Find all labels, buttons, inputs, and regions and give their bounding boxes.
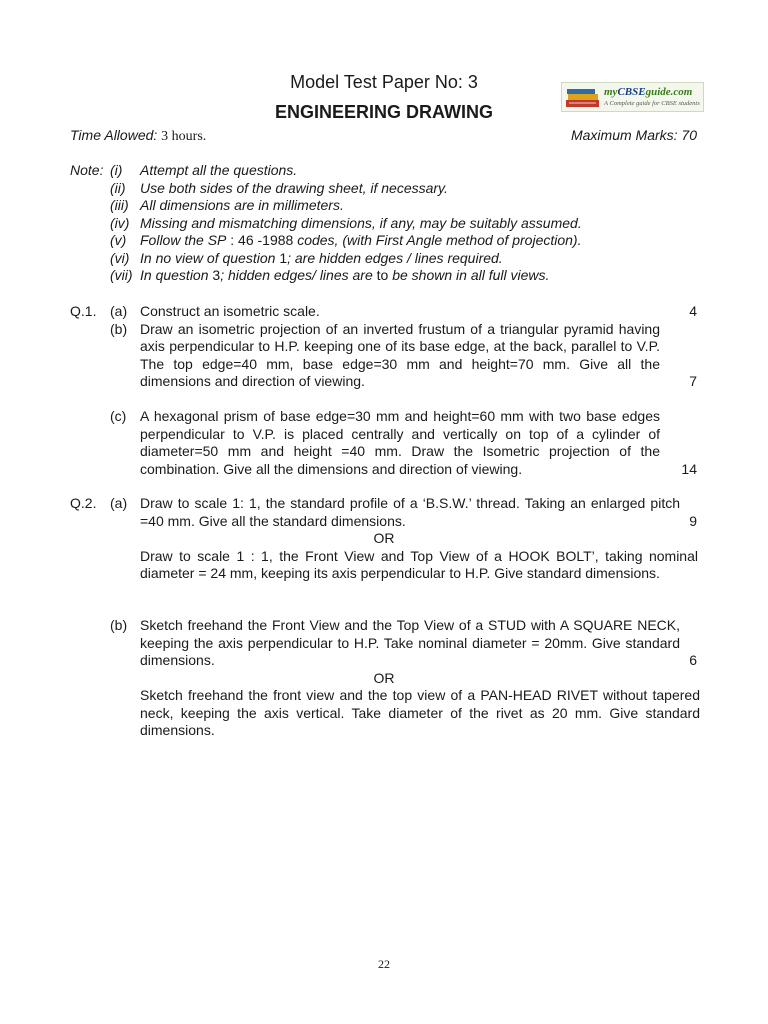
note-text: Attempt all the questions. <box>140 162 298 178</box>
question-label: Q.1. <box>70 303 97 319</box>
note-label: Note: <box>70 162 104 178</box>
marks: 9 <box>689 512 697 529</box>
question-label: Q.2. <box>70 495 97 511</box>
note-text: In no view of question 1; are hidden edges / lines required. <box>140 249 503 266</box>
question-text: Draw an isometric projection of an inverted frustum of a triangular pyramid having axis perpendicular to H.P. keeping one of its base edge, at the back, parallel to V.P. The top edge=40 mm, base edge=30 mm and height=70 mm. Give all the dimensions and direction of viewing. <box>140 320 660 389</box>
question-text: Draw to scale 1: 1, the standard profile of a ‘B.S.W.’ thread. Taking an enlarged pitch =40 mm. Give all the standard dimensions. <box>140 495 680 529</box>
mycbseguide-logo <box>561 82 704 112</box>
marks: 6 <box>689 652 697 668</box>
maximum-marks: Maximum Marks: 70 <box>570 127 697 143</box>
question-text: A hexagonal prism of base edge=30 mm and height=60 mm with two base edges perpendicular to V.P. is placed centrally and vertically on top of a cylinder of diameter=50 mm and height =40 mm. Draw the Isometric projection of the combination. Give all the dimensions and direction of viewing. <box>140 408 660 477</box>
logo-tagline: A Complete guide for CBSE students <box>604 100 700 107</box>
alternative-question-text: Draw to scale 1 : 1, the Front View and Top View of a HOOK BOLT’, taking nominal diameter = 24 mm, keeping its axis perpendicular to H.P. Give standard dimensions. <box>140 547 698 581</box>
marks: 4 <box>689 303 697 319</box>
note-number: (v) <box>110 232 127 248</box>
part-label: (b) <box>110 320 128 337</box>
note-number: (iv) <box>110 214 130 231</box>
logo-brand-text: myCBSEguide.com <box>604 86 693 98</box>
part-label: (a) <box>110 495 128 511</box>
time-allowed: Time Allowed: 3 hours. <box>70 127 207 144</box>
note-text: Follow the SP : 46 -1988 codes, (with First Angle method of projection). <box>140 232 582 248</box>
or-separator: OR <box>373 530 395 546</box>
marks: 14 <box>681 460 697 477</box>
page-number: 22 <box>378 957 390 971</box>
note-number: (i) <box>110 162 123 178</box>
question-text: Construct an isometric scale. <box>140 303 320 319</box>
note-number: (vii) <box>110 267 133 283</box>
subject-title: ENGINEERING DRAWING <box>274 102 493 122</box>
note-number: (iii) <box>110 197 129 213</box>
note-text: In question 3; hidden edges/ lines are to be shown in all full views. <box>140 267 550 283</box>
or-separator: OR <box>373 669 395 686</box>
note-text: Missing and mismatching dimensions, if any, may be suitably assumed. <box>140 214 582 231</box>
note-number: (ii) <box>110 179 126 196</box>
part-label: (a) <box>110 303 128 319</box>
question-text: Sketch freehand the Front View and the Top View of a STUD with A SQUARE NECK, keeping the axis perpendicular to H.P. Take nominal diameter = 20mm. Give standard dimensions. <box>140 617 680 668</box>
books-icon <box>565 88 601 109</box>
note-text: All dimensions are in millimeters. <box>140 197 344 213</box>
paper-title: Model Test Paper No: 3 <box>290 72 478 92</box>
part-label: (c) <box>110 408 127 424</box>
alternative-question-text: Sketch freehand the front view and the top view of a PAN-HEAD RIVET without tapered neck, keeping the axis vertical. Take diameter of the rivet as 20 mm. Give standard dimensions. <box>140 687 700 738</box>
note-number: (vi) <box>110 249 130 266</box>
part-label: (b) <box>110 617 128 633</box>
note-text: Use both sides of the drawing sheet, if necessary. <box>140 179 448 196</box>
marks: 7 <box>689 373 697 389</box>
